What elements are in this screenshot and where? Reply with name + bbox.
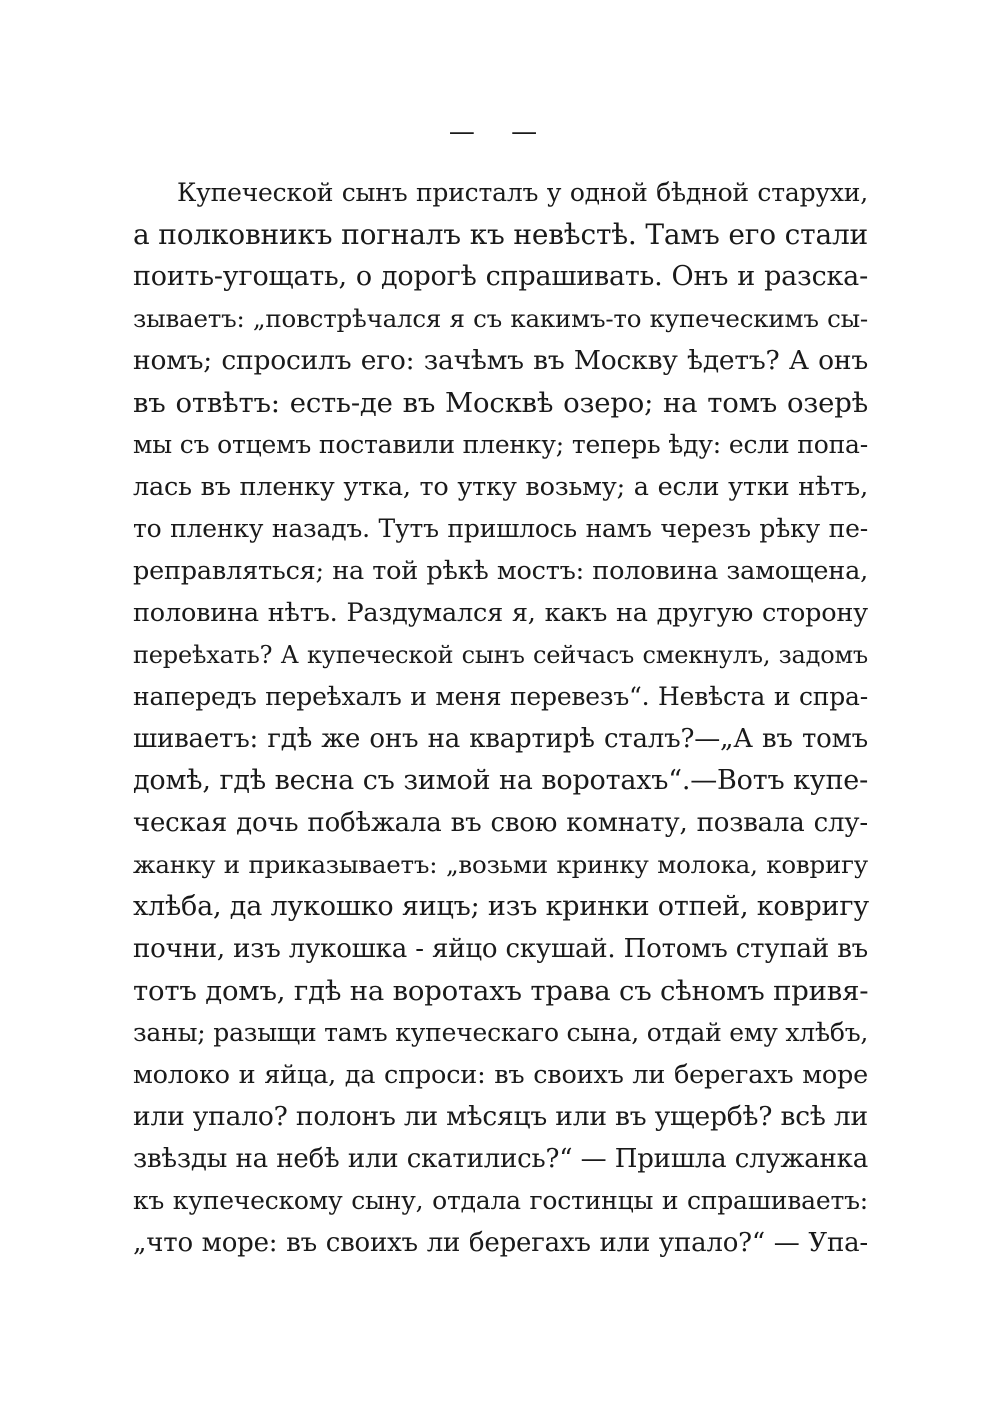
text-line: реправляться; на той рѣкѣ мостъ: половина замощена, xyxy=(133,556,868,586)
text-line: лась въ пленку утка, то утку возьму; а если утки нѣтъ, xyxy=(133,472,868,502)
text-line: зываетъ: „повстрѣчался я съ какимъ-то купеческимъ сы- xyxy=(133,304,868,333)
text-line: „что море: въ своихъ ли берегахъ или упало?“ — Упа- xyxy=(133,1228,868,1258)
text-line: почни, изъ лукошка - яйцо скушай. Потомъ ступай въ xyxy=(133,934,868,964)
text-line: напередъ переѣхалъ и меня перевезъ“. Невѣста и спра- xyxy=(133,682,868,711)
text-line: мы съ отцемъ поставили пленку; теперь ѣду: если попа- xyxy=(133,430,868,459)
text-line: то пленку назадъ. Тутъ пришлось намъ черезъ рѣку пе- xyxy=(133,514,868,543)
text-line: поить-угощать, о дорогѣ спрашивать. Онъ и разска- xyxy=(133,261,868,292)
text-line: звѣзды на небѣ или скатились?“ — Пришла служанка xyxy=(133,1144,868,1174)
text-line: половина нѣтъ. Раздумался я, какъ на другую сторону xyxy=(133,598,868,628)
text-line: жанку и приказываетъ: „возьми кринку молока, ковригу xyxy=(133,850,868,879)
text-line: а полковникъ погналъ къ невѣстѣ. Тамъ его стали xyxy=(133,218,868,251)
text-line: Купеческой сынъ присталъ у одной бѣдной старухи, xyxy=(177,178,868,207)
text-line: молоко и яйца, да спроси: въ своихъ ли берегахъ море xyxy=(133,1060,868,1090)
text-line: или упало? полонъ ли мѣсяцъ или въ ущербѣ? всѣ ли xyxy=(133,1101,868,1132)
text-line: заны; разыщи тамъ купеческаго сына, отдай ему хлѣбъ, xyxy=(133,1018,869,1047)
text-line: тотъ домъ, гдѣ на воротахъ трава съ сѣномъ привя- xyxy=(133,975,869,1007)
text-line: домѣ, гдѣ весна съ зимой на воротахъ“.—Вотъ купе- xyxy=(133,765,868,796)
text-line: къ купеческому сыну, отдала гостинцы и спрашиваетъ: xyxy=(133,1186,868,1215)
text-line: шиваетъ: гдѣ же онъ на квартирѣ сталъ?—„А въ томъ xyxy=(133,724,868,754)
text-line: переѣхать? А купеческой сынъ сейчасъ смекнулъ, задомъ xyxy=(133,641,868,669)
text-line: ческая дочь побѣжала въ свою комнату, позвала слу- xyxy=(133,808,868,838)
text-line: номъ; спросилъ его: зачѣмъ въ Москву ѣдетъ? А онъ xyxy=(133,345,868,376)
text-line: хлѣба, да лукошко яицъ; изъ кринки отпей, ковригу xyxy=(133,891,869,922)
running-head: — — xyxy=(448,117,552,147)
text-line: въ отвѣтъ: есть-де въ Москвѣ озеро; на томъ озерѣ xyxy=(133,387,868,419)
body-text xyxy=(133,172,868,1264)
